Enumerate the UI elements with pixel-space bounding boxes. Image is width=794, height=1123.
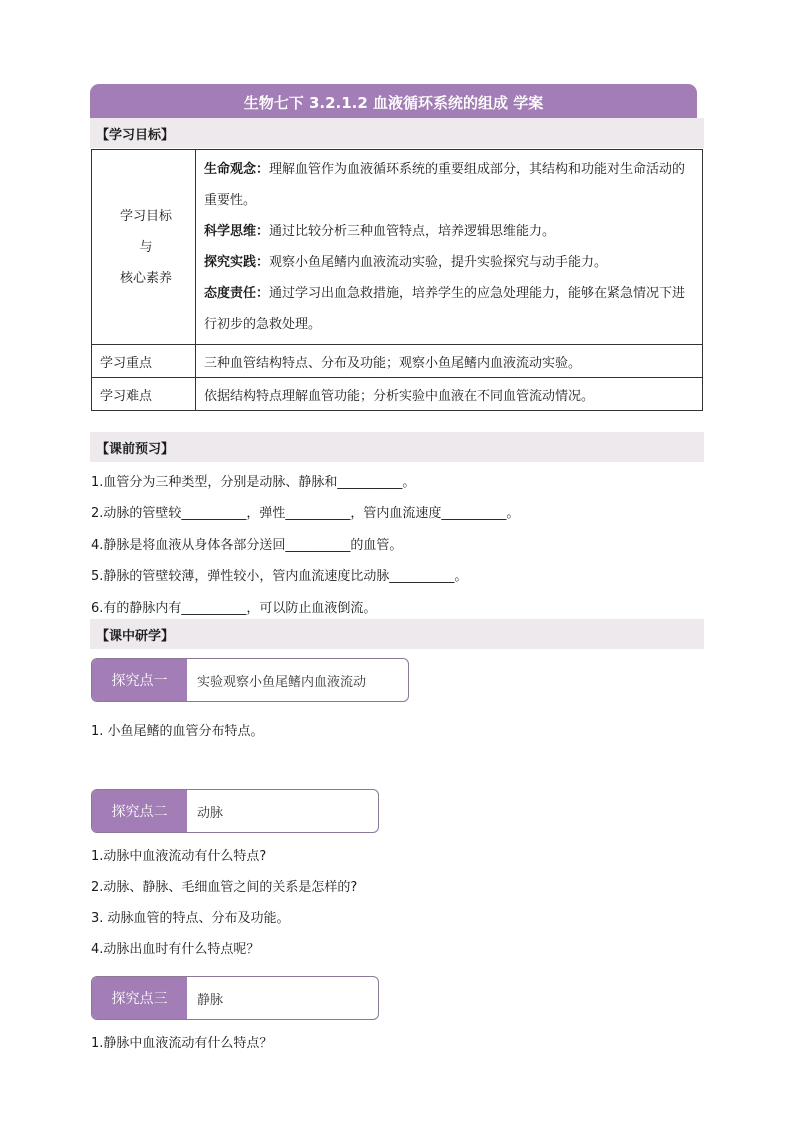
inquiry-topic: 实验观察小鱼尾鳍内血液流动 (197, 674, 367, 690)
goal-key: 态度责任： (204, 286, 270, 301)
goals-content-cell (196, 150, 703, 345)
inquiry-topic: 静脉 (197, 992, 224, 1008)
goals-label-line: 核心素养 (119, 270, 172, 286)
inquiry-point-1 (91, 658, 409, 702)
goal-text: 通过学习出血急救措施，培养学生的应急处理能力，能够在紧急情况下进行初步的急救处理。 (204, 286, 686, 332)
inquiry-tab: 探究点一 (92, 659, 187, 701)
inquiry-question: 1.动脉中血液流动有什么特点? (91, 849, 267, 864)
goal-key: 生命观念： (204, 162, 270, 177)
inquiry-question: 3. 动脉血管的特点、分布及功能。 (91, 911, 290, 926)
section-header-study: 【课中研学】 (90, 619, 704, 649)
inquiry-question: 1.静脉中血液流动有什么特点？ (91, 1036, 273, 1051)
goal-item (204, 247, 694, 278)
inquiry-point-3 (91, 976, 379, 1020)
document-title: 生物七下 3.2.1.2 血液循环系统的组成 学案 (90, 84, 697, 120)
inquiry-topic: 动脉 (197, 805, 224, 821)
goal-item (204, 278, 694, 340)
inquiry-question: 2.动脉、静脉、毛细血管之间的关系是怎样的? (91, 880, 358, 895)
preview-question: 6.有的静脉内有__________，可以防止血液倒流。 (91, 601, 377, 616)
inquiry-point-2 (91, 789, 379, 833)
goal-text: 通过比较分析三种血管特点，培养逻辑思维能力。 (269, 224, 556, 239)
inquiry-question: 4.动脉出血时有什么特点呢？ (91, 942, 260, 957)
goals-table (91, 149, 703, 411)
goal-item (204, 216, 694, 247)
section-header-preview: 【课前预习】 (90, 432, 704, 462)
goal-key: 科学思维： (204, 224, 270, 239)
inquiry-question: 1. 小鱼尾鳍的血管分布特点。 (91, 724, 264, 739)
key-points-label: 学习重点 (92, 345, 196, 378)
section-header-goals: 【学习目标】 (90, 118, 704, 148)
goal-key: 探究实践： (204, 255, 270, 270)
preview-question: 5.静脉的管壁较薄，弹性较小，管内血流速度比动脉__________。 (91, 569, 468, 584)
preview-question: 1.血管分为三种类型，分别是动脉、静脉和__________。 (91, 475, 416, 490)
inquiry-tab: 探究点三 (92, 977, 187, 1019)
inquiry-tab: 探究点二 (92, 790, 187, 832)
preview-question: 2.动脉的管壁较__________，弹性__________，管内血流速度__________。 (91, 506, 520, 521)
goal-text: 理解血管作为血液循环系统的重要组成部分，其结构和功能对生命活动的重要性。 (204, 162, 686, 208)
goals-label-line: 学习目标 (119, 208, 172, 224)
key-points-text: 三种血管结构特点、分布及功能；观察小鱼尾鳍内血液流动实验。 (196, 345, 703, 378)
goal-item (204, 154, 694, 216)
goals-label-cell (92, 150, 196, 345)
preview-question: 4.静脉是将血液从身体各部分送回__________的血管。 (91, 538, 403, 553)
goals-label-line: 与 (139, 239, 153, 255)
goal-text: 观察小鱼尾鳍内血液流动实验，提升实验探究与动手能力。 (269, 255, 608, 270)
difficulty-label: 学习难点 (92, 378, 196, 411)
difficulty-text: 依据结构特点理解血管功能；分析实验中血液在不同血管流动情况。 (196, 378, 703, 411)
